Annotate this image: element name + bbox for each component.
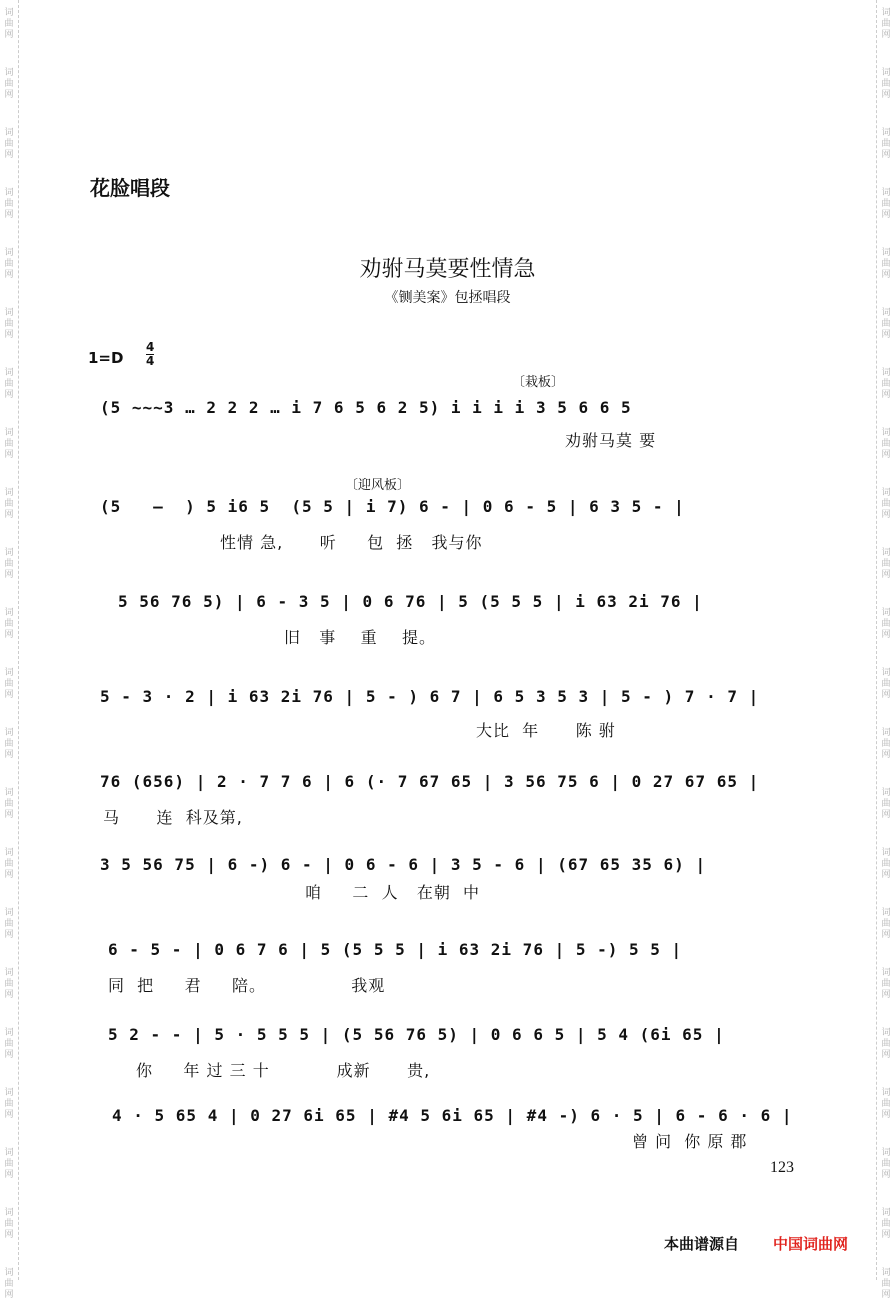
watermark-text: 词 曲 网 — [881, 1268, 891, 1300]
lyrics-line: 性情 急, 听 包 拯 我与你 — [220, 533, 483, 552]
notes-line: 5 2 - - | 5 · 5 5 5 | (5 56 76 5) | 0 6 6 5 | 5 4 (6i 65 | — [108, 1025, 725, 1044]
footer-source-label: 本曲谱源自 — [664, 1235, 740, 1253]
time-signature-top: 4 — [146, 340, 155, 354]
watermark-text: 词 曲 网 — [4, 368, 14, 400]
notation-line-1 — [0, 398, 895, 488]
watermark-text: 词 曲 网 — [881, 728, 891, 760]
lyrics-line: 大比 年 陈 驸 — [476, 721, 616, 740]
lyrics-line: 咱 二 人 在朝 中 — [305, 883, 481, 902]
watermark-text: 词 曲 网 — [881, 1088, 891, 1120]
notes-line: (5 — ) 5 i6 5 (5 5 | i 7) 6 - | 0 6 - 5 | 6 3 5 - | — [100, 497, 685, 516]
notes-line: 4 · 5 65 4 | 0 27 6i 65 | #4 5 6i 65 | #4 -) 6 · 5 | 6 - 6 · 6 | — [112, 1106, 793, 1125]
watermark-text: 词 曲 网 — [881, 608, 891, 640]
tempo-mark-zaiban: 〔栽板〕 — [512, 375, 565, 390]
watermark-text: 词 曲 网 — [4, 548, 14, 580]
watermark-text: 词 曲 网 — [4, 1148, 14, 1180]
watermark-text: 词 曲 网 — [881, 8, 891, 40]
tempo-mark-yingfengban: 〔迎风板〕 — [345, 478, 411, 493]
watermark-text: 词 曲 网 — [881, 308, 891, 340]
watermark-text: 词 曲 网 — [4, 308, 14, 340]
watermark-text: 词 曲 网 — [881, 1148, 891, 1180]
watermark-text: 词 曲 网 — [881, 848, 891, 880]
watermark-text: 词 曲 网 — [4, 68, 14, 100]
watermark-text: 词 曲 网 — [4, 728, 14, 760]
watermark-text: 词 曲 网 — [4, 1088, 14, 1120]
watermark-text: 词 曲 网 — [4, 968, 14, 1000]
watermark-text: 词 曲 网 — [4, 488, 14, 520]
section-heading: 花脸唱段 — [90, 176, 170, 200]
notation-line-9 — [0, 1106, 895, 1196]
lyrics-line: 曾 问 你 原 郡 — [632, 1132, 748, 1151]
song-title: 劝驸马莫要性情急 — [359, 257, 536, 282]
watermark-text: 词 曲 网 — [4, 1028, 14, 1060]
watermark-text: 词 曲 网 — [881, 128, 891, 160]
watermark-text: 词 曲 网 — [881, 248, 891, 280]
watermark-text: 词 曲 网 — [881, 908, 891, 940]
song-subtitle: 《铡美案》包拯唱段 — [384, 290, 511, 306]
lyrics-line: 旧 事 重 提。 — [284, 628, 436, 647]
notation-line-4 — [0, 687, 895, 777]
key-signature: 1=D — [88, 349, 124, 367]
page-number: 123 — [770, 1159, 794, 1176]
notes-line: 76 (656) | 2 · 7 7 6 | 6 (· 7 67 65 | 3 56 75 6 | 0 27 67 65 | — [100, 772, 760, 791]
lyrics-line: 你 年 过 三 十 成新 贵, — [136, 1061, 431, 1080]
notation-line-3 — [0, 592, 895, 682]
watermark-text: 词 曲 网 — [881, 428, 891, 460]
notes-line: 3 5 56 75 | 6 -) 6 - | 0 6 - 6 | 3 5 - 6 | (67 65 35 6) | — [100, 855, 707, 874]
watermark-text: 词 曲 网 — [4, 1208, 14, 1240]
watermark-text: 词 曲 网 — [4, 188, 14, 220]
watermark-text: 词 曲 网 — [4, 428, 14, 460]
watermark-text: 词 曲 网 — [4, 908, 14, 940]
lyrics-line: 同 把 君 陪。 我观 — [108, 976, 386, 995]
notes-line: 5 56 76 5) | 6 - 3 5 | 0 6 76 | 5 (5 5 5 | i 63 2i 76 | — [118, 592, 703, 611]
watermark-text: 词 曲 网 — [881, 548, 891, 580]
watermark-text: 词 曲 网 — [4, 1268, 14, 1300]
watermark-text: 词 曲 网 — [881, 1028, 891, 1060]
watermark-text: 词 曲 网 — [881, 488, 891, 520]
notation-line-8 — [0, 1025, 895, 1115]
watermark-text: 词 曲 网 — [881, 188, 891, 220]
watermark-text: 词 曲 网 — [4, 248, 14, 280]
watermark-text: 词 曲 网 — [881, 788, 891, 820]
watermark-text: 词 曲 网 — [4, 128, 14, 160]
time-signature — [146, 341, 154, 368]
time-signature-bottom: 4 — [146, 354, 155, 368]
notes-line: 6 - 5 - | 0 6 7 6 | 5 (5 5 5 | i 63 2i 76 | 5 -) 5 5 | — [108, 940, 683, 959]
watermark-text: 词 曲 网 — [4, 608, 14, 640]
watermark-text: 词 曲 网 — [881, 668, 891, 700]
notation-line-6 — [0, 855, 895, 945]
notation-line-7 — [0, 940, 895, 1030]
watermark-text: 词 曲 网 — [4, 8, 14, 40]
lyrics-line: 马 连 科及第, — [103, 808, 243, 827]
watermark-text: 词 曲 网 — [4, 788, 14, 820]
watermark-text: 词 曲 网 — [881, 968, 891, 1000]
watermark-text: 词 曲 网 — [881, 1208, 891, 1240]
notation-line-5 — [0, 772, 895, 862]
footer-site-link[interactable]: 中国词曲网 — [773, 1235, 849, 1253]
watermark-text: 词 曲 网 — [4, 668, 14, 700]
notation-line-2 — [0, 497, 895, 587]
notes-line: 5 - 3 · 2 | i 63 2i 76 | 5 - ) 6 7 | 6 5 3 5 3 | 5 - ) 7 · 7 | — [100, 687, 760, 706]
watermark-text: 词 曲 网 — [4, 848, 14, 880]
watermark-text: 词 曲 网 — [881, 68, 891, 100]
notes-line: (5 ~~~3 … 2 2 2 … i 7 6 5 6 2 5) i i i i 3 5 6 6 5 — [100, 398, 632, 417]
lyrics-line: 劝驸马莫 要 — [565, 431, 657, 450]
watermark-text: 词 曲 网 — [881, 368, 891, 400]
